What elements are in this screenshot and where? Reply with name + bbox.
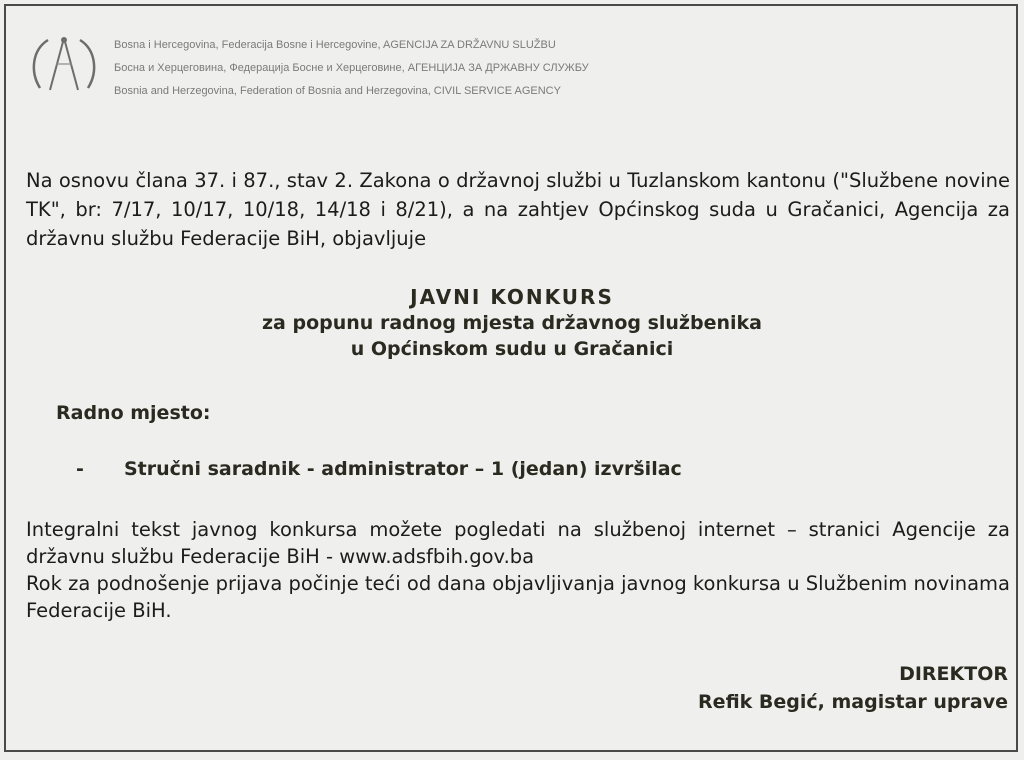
bullet-dash: - (76, 458, 84, 480)
signature-block (698, 660, 1008, 716)
body-text (26, 516, 1010, 624)
title-subtitle-2: u Općinskom sudu u Gračanici (350, 338, 674, 360)
announcement-title (0, 284, 1024, 362)
intro-paragraph: Na osnovu člana 37. i 87., stav 2. Zakona o državnoj službi u Tuzlanskom kantonu ("Službene novine TK", br: 7/17, 10/17, 10/18, 14/18 i 8/21), a na zahtjev Općinskog suda u Gračanici, Agencija za državnu službu Federacije BiH, objavljuje (26, 169, 1010, 250)
job-ad-frame (4, 4, 1018, 752)
title-subtitle-1: za popunu radnog mjesta državnog službenika (262, 312, 762, 334)
position-item-text: Stručni saradnik - administrator – 1 (jedan) izvršilac (124, 458, 682, 480)
title-main: JAVNI KONKURS (410, 285, 614, 309)
agency-header (26, 22, 766, 112)
agency-name-lines (114, 34, 589, 103)
agency-name-english: Bosnia and Herzegovina, Federation of Bosnia and Herzegovina, CIVIL SERVICE AGENCY (114, 85, 561, 97)
signature-name: Refik Begić, magistar uprave (698, 691, 1008, 713)
signature-title: DIREKTOR (899, 663, 1008, 685)
position-label: Radno mjesto: (56, 402, 211, 424)
body-paragraph-2: Rok za podnošenje prijava počinje teći od dana objavljivanja javnog konkursa u Službenim novinama Federacije BiH. (26, 572, 1010, 622)
position-item (76, 458, 682, 480)
agency-name-latin: Bosna i Hercegovina, Federacija Bosne i Hercegovine, AGENCIJA ZA DRŽAVNU SLUŽBU (114, 39, 556, 51)
agency-logo-icon (26, 28, 102, 104)
body-paragraph-1: Integralni tekst javnog konkursa možete pogledati na službenoj internet – stranici Agencije za državnu službu Federacije BiH - www.adsfbih.gov.ba (26, 518, 1010, 568)
agency-name-cyrillic: Босна и Херцеговина, Федерација Босне и Херцеговине, АГЕНЦИЈА ЗА ДРЖАВНУ СЛУЖБУ (114, 62, 589, 74)
